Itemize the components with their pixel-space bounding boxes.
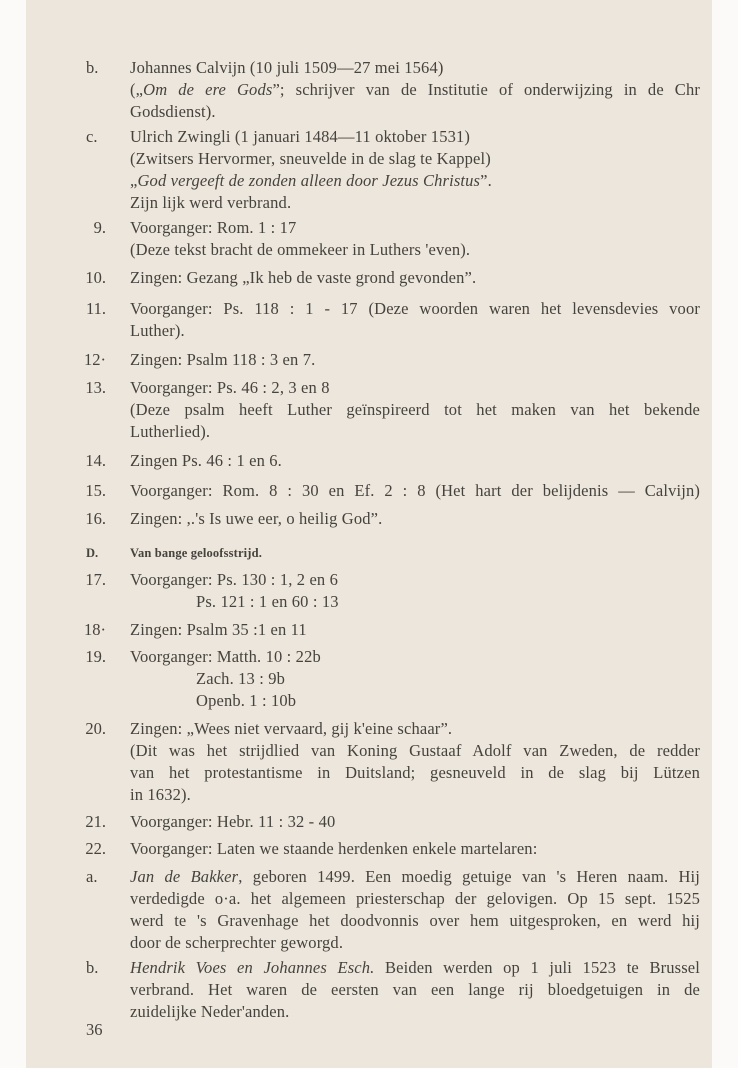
text-segment: Beiden werden op 1 juli 1523 te Brussel (374, 958, 700, 977)
entry-label: b. (86, 58, 99, 77)
list-entry (26, 377, 712, 443)
entry-label: 21. (85, 812, 106, 831)
list-entry (26, 267, 712, 289)
text-line: Voorganger: Ps. 118 : 1 - 17 (Deze woorden waren het levensdevies voor (130, 299, 700, 318)
list-entry (26, 126, 712, 214)
text-line: Lutherlied). (130, 422, 211, 441)
text-line: Voorganger: Rom. 8 : 30 en Ef. 2 : 8 (Het hart der belijdenis — Calvijn) (130, 481, 700, 500)
text-line: (Deze tekst bracht de ommekeer in Luthers 'even). (130, 240, 471, 259)
text-line: Van bange geloofsstrijd. (130, 546, 262, 560)
list-entry (26, 480, 712, 502)
italic-text: Jan de Bakker (130, 867, 239, 886)
list-entry (26, 508, 712, 530)
entry-label: b. (86, 958, 99, 977)
entry-label: 14. (85, 451, 106, 470)
text-line: werd te 's Gravenhage het doodvonnis over hem uitgesproken, en werd hij (130, 911, 700, 930)
entry-label: 19. (85, 647, 106, 666)
text-line: (Dit was het strijdlied van Koning Gustaaf Adolf van Zweden, de redder (130, 741, 700, 760)
text-line: verbrand. Het waren de eersten van een lange rij bloedgetuigen in de (130, 980, 700, 999)
entry-label: 12· (84, 350, 106, 369)
entry-label: c. (86, 127, 98, 146)
text-line: Ps. 121 : 1 en 60 : 13 (196, 592, 339, 611)
list-entry (26, 866, 712, 954)
list-entry (26, 349, 712, 371)
text-line: Voorganger: Ps. 130 : 1, 2 en 6 (130, 570, 338, 589)
text-line (130, 866, 700, 888)
entry-label: 17. (85, 570, 106, 589)
text-line: Zach. 13 : 9b (196, 669, 286, 688)
section-heading (26, 542, 712, 564)
text-line: Zingen: „Wees niet vervaard, gij k'eine schaar”. (130, 719, 453, 738)
list-entry (26, 298, 712, 342)
text-line: Voorganger: Ps. 46 : 2, 3 en 8 (130, 378, 330, 397)
entry-label: D. (86, 546, 99, 560)
text-line: Johannes Calvijn (10 juli 1509—27 mei 1564) (130, 58, 444, 77)
text-line: Luther). (130, 321, 185, 340)
list-entry (26, 619, 712, 641)
list-entry (26, 811, 712, 833)
entry-label: 13. (85, 378, 106, 397)
document-page (26, 0, 712, 1068)
text-line: Voorganger: Laten we staande herdenken enkele martelaren: (130, 839, 538, 858)
text-segment: „ (130, 171, 138, 190)
text-line: Voorganger: Hebr. 11 : 32 - 40 (130, 812, 336, 831)
text-line: Godsdienst). (130, 102, 216, 121)
text-line: Voorganger: Matth. 10 : 22b (130, 647, 321, 666)
text-line: verdedigde o·a. het algemeen priesterschap der gelovigen. Op 15 sept. 1525 (130, 889, 700, 908)
text-line (130, 79, 700, 101)
entry-label: 20. (85, 719, 106, 738)
entry-label: 9. (93, 218, 106, 237)
text-line: Zingen: Psalm 118 : 3 en 7. (130, 350, 316, 369)
entry-label: 18· (84, 620, 106, 639)
list-entry (26, 450, 712, 472)
list-entry (26, 838, 712, 860)
italic-text: Om de ere Gods (143, 80, 273, 99)
text-line (130, 957, 700, 979)
list-entry (26, 217, 712, 261)
entry-label: 11. (85, 299, 106, 318)
text-line: Openb. 1 : 10b (196, 691, 297, 710)
italic-text: Hendrik Voes en Johannes Esch. (130, 958, 375, 977)
entry-label: a. (86, 867, 98, 886)
text-line: Voorganger: Rom. 1 : 17 (130, 218, 297, 237)
list-entry (26, 718, 712, 806)
text-line: Zingen: Psalm 35 :1 en 11 (130, 620, 307, 639)
entry-label: 22. (85, 839, 106, 858)
text-segment: ”; schrijver van de Institutie of onderwijzing in de Chr (272, 80, 700, 99)
list-entry (26, 57, 712, 123)
text-line (130, 170, 700, 192)
text-segment: , geboren 1499. Een moedig getuige van 's Heren naam. Hij (238, 867, 700, 886)
text-line: in 1632). (130, 785, 191, 804)
text-segment: („ (130, 80, 144, 99)
text-line: Zingen: ,.'s Is uwe eer, o heilig God”. (130, 509, 383, 528)
list-entry (26, 646, 712, 712)
page-number: 36 (86, 1020, 103, 1039)
entry-label: 15. (85, 481, 106, 500)
text-line: Zijn lijk werd verbrand. (130, 193, 292, 212)
entry-label: 16. (85, 509, 106, 528)
text-line: Zingen Ps. 46 : 1 en 6. (130, 451, 282, 470)
text-line: (Deze psalm heeft Luther geïnspireerd tot het maken van het bekende (130, 400, 700, 419)
text-line: Ulrich Zwingli (1 januari 1484—11 oktober 1531) (130, 127, 471, 146)
text-line: zuidelijke Neder'anden. (130, 1002, 290, 1021)
text-line: van het protestantisme in Duitsland; gesneuveld in de slag bij Lützen (130, 763, 700, 782)
text-segment: ”. (480, 171, 492, 190)
text-line: door de scherprechter geworgd. (130, 933, 344, 952)
list-entry (26, 957, 712, 1023)
list-entry (26, 569, 712, 613)
text-line: (Zwitsers Hervormer, sneuvelde in de slag te Kappel) (130, 149, 491, 168)
italic-text: God vergeeft de zonden alleen door Jezus Christus (137, 171, 481, 190)
text-line: Zingen: Gezang „Ik heb de vaste grond gevonden”. (130, 268, 477, 287)
entry-label: 10. (85, 268, 106, 287)
